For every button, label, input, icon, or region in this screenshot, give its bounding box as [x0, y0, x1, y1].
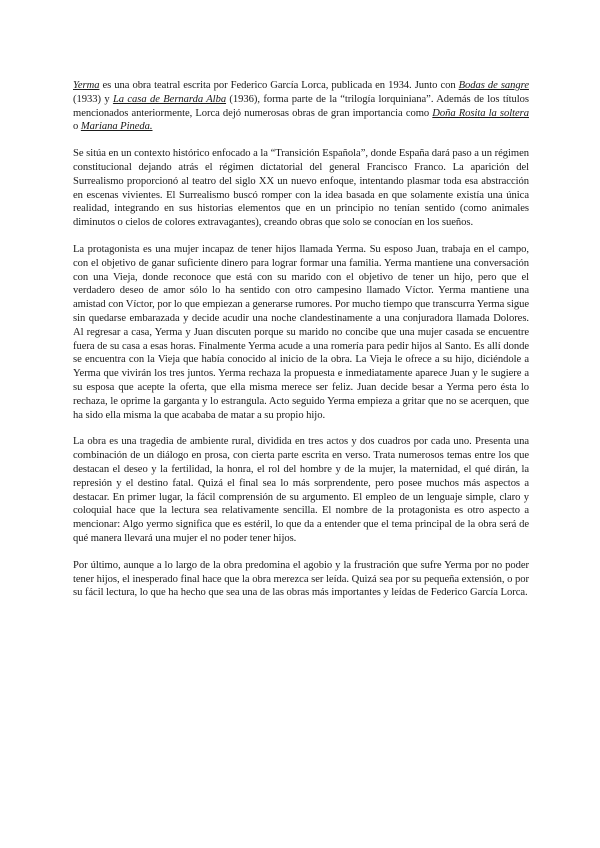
- title-yerma: Yerma: [73, 80, 100, 91]
- paragraph-plot: La protagonista es una mujer incapaz de tener hijos llamada Yerma. Su esposo Juan, trabaja en el campo, con el objetivo de ganar suficiente dinero para lograr formar una familia. Yerma mantiene una conversación con una Vieja, donde reconoce que está con su marido con el objetivo de tener un hijo, pero que el verdadero deseo de amor sólo lo ha sentido con otro campesino llamado Víctor. Yerma mantiene una amistad con Víctor, por lo que empiezan a generarse rumores. Por mucho tiempo que transcurra Yerma sigue sin quedarse embarazada y decide acudir una noche clandestinamente a una conjuradora llamada Dolores. Al regresar a casa, Yerma y Juan discuten porque su marido no concibe que una mujer casada se encuentre fuera de su casa a esas horas. Finalmente Yerma acude a una romería para pedir hijos al Santo. Es allí donde se encuentra con la Vieja que había conocido al inicio de la obra. La Vieja le ofrece a su hijo, diciéndole a Yerma que vivirán los tres juntos. Yerma rechaza la propuesta e inmediatamente aparece Juan y le sugiere a su esposa que acepte la oferta, que ella misma merece ser feliz. Juan decide besar a Yerma pero ésta lo rechaza, le oprime la garganta y lo estrangula. Acto seguido Yerma empieza a gritar que no se acerquen, que ha sido ella misma la que acababa de matar a su propio hijo.: [73, 243, 529, 421]
- paragraph-analysis: La obra es una tragedia de ambiente rural, dividida en tres actos y dos cuadros por cada uno. Presenta una combinación de un diálogo en prosa, con cierta parte escrita en verso. Trata numerosos temas entre los que destacan el deseo y la fertilidad, la honra, el rol del hombre y de la mujer, la maternidad, el qué dirán, la represión y el destino fatal. Quizá el final sea lo más sorprendente, pero posee muchos más aspectos a destacar. En primer lugar, la fácil comprensión de su argumento. El empleo de un lenguaje simple, claro y coloquial hace que la lectura sea relativamente sencilla. El nombre de la protagonista es otro aspecto a mencionar: Algo yermo significa que es estéril, lo que da a entender que el tema principal de la obra será de qué manera llevará una mujer el no poder tener hijos.: [73, 436, 529, 544]
- document-body: [73, 79, 529, 613]
- intro-text-1: es una obra teatral escrita por Federico García Lorca, publicada en 1934. Junto con: [99, 80, 459, 91]
- intro-text-4: o: [73, 121, 81, 133]
- title-bodas-de-sangre: Bodas de sangre: [458, 80, 529, 91]
- title-dona-rosita: Doña Rosita la soltera: [432, 107, 529, 119]
- paragraph-conclusion: Por último, aunque a lo largo de la obra predomina el agobio y la frustración que sufre Yerma por no poder tener hijos, el inesperado final hace que la obra merezca ser leída. Quizá sea por su pequeña extensión, o por su fácil lectura, lo que ha hecho que sea una de las obras más importantes y leídas de Federico García Lorca.: [73, 559, 529, 599]
- paragraph-context: Se sitúa en un contexto histórico enfocado a la “Transición Española”, donde España dará paso a un régimen constitucional dejando atrás el régimen dictatorial del general Francisco Franco. La aparición del Surrealismo proporcionó al teatro del siglo XX un nuevo enfoque, intentando plasmar toda esa abstracción en escenas vivientes. El Surrealismo buscó romper con la idea basada en que solamente existía una única realidad, integrando en sus historias elementos que en un principio no tenían sentido (como animales diminutos o cielos de colores extravagantes), creando obras que solo se conocían en los sueños.: [73, 148, 529, 229]
- title-casa-bernarda-alba: La casa de Bernarda Alba: [112, 93, 227, 105]
- intro-text-2: (1933) y: [73, 93, 113, 105]
- title-mariana-pineda: Mariana Pineda.: [80, 121, 153, 133]
- paragraph-intro: [73, 79, 529, 134]
- intro-text-3: (1936), forma parte de la “trilogía lorquiniana”. Además de los títulos mencionados anteriormente, Lorca dejó numerosas obras de gran importancia como: [73, 93, 529, 119]
